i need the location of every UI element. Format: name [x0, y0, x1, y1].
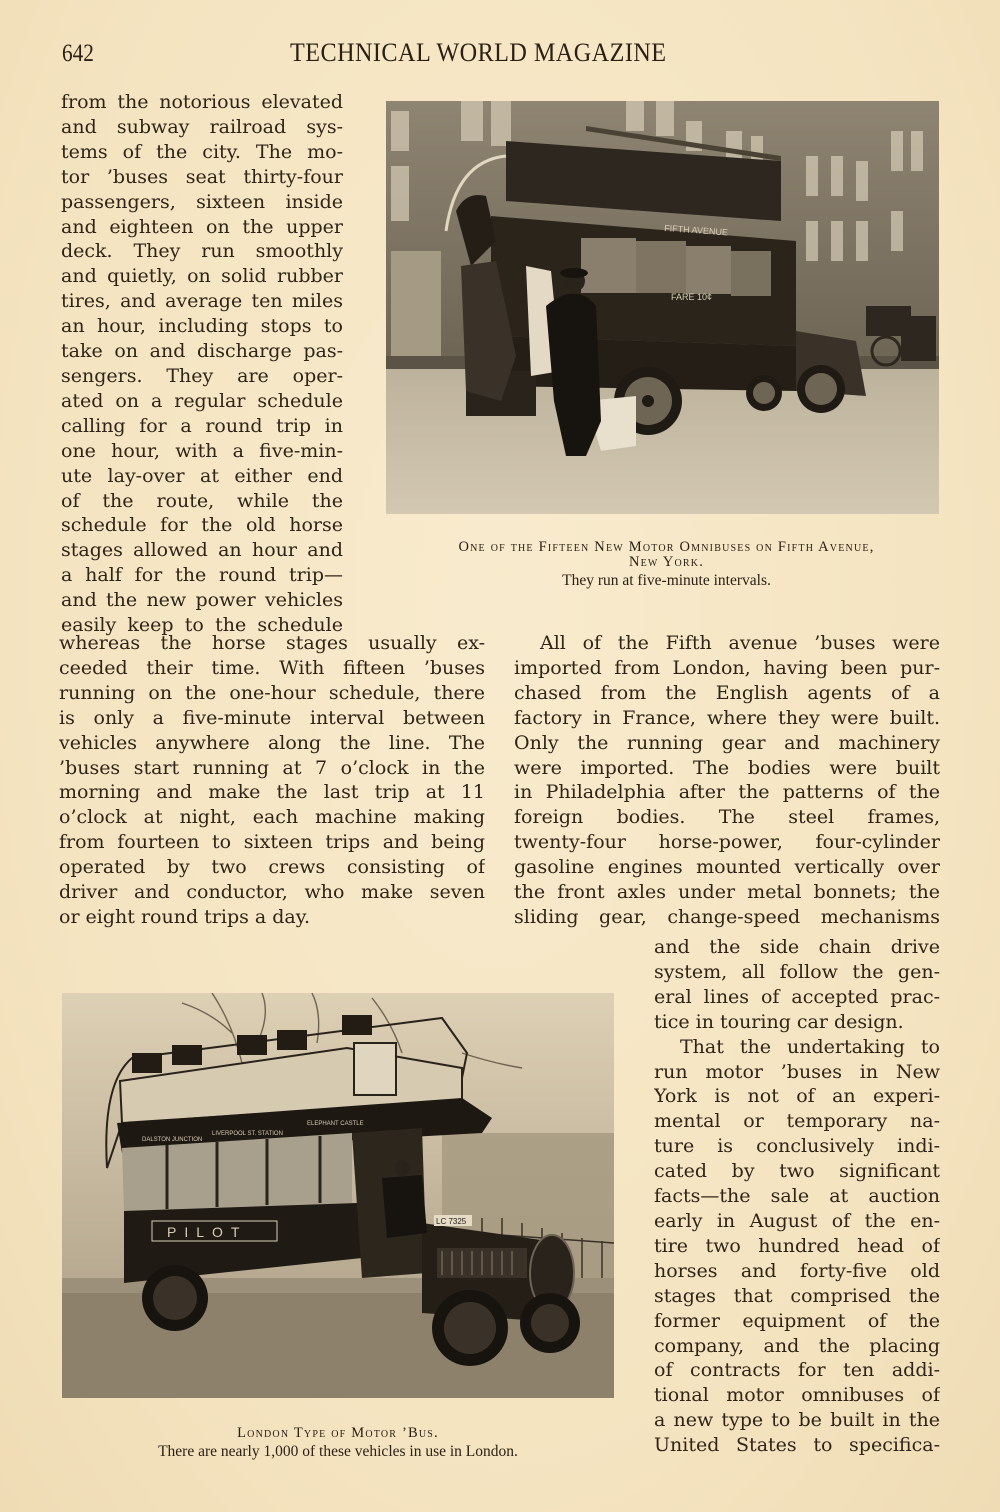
text-line: were imported. The bodies were built: [514, 756, 940, 779]
text-line: stages that comprised the: [654, 1284, 940, 1307]
text-line: early in August of the en-: [654, 1209, 940, 1232]
text-line: eral lines of accepted prac-: [654, 985, 940, 1008]
text-line: passengers, sixteen inside: [61, 190, 343, 213]
bottom-photo-caption: [62, 1424, 614, 1462]
route-board-elephant: ELEPHANT CASTLE: [307, 1121, 364, 1127]
text-line: ’buses start running at 7 o’clock in the: [59, 756, 485, 779]
text-line: operated by two crews consisting of: [59, 856, 485, 879]
text-line: factory in France, where they were built.: [514, 706, 940, 729]
text-line: tional motor omnibuses of: [654, 1384, 940, 1407]
top-caption-subtitle: They run at five-minute intervals.: [562, 572, 771, 589]
text-line: foreign bodies. The steel frames,: [514, 806, 940, 829]
text-line: tor ’buses seat thirty-four: [61, 165, 343, 188]
text-line: in Philadelphia after the patterns of the: [514, 781, 940, 804]
page-number: 642: [62, 40, 94, 67]
text-line: run motor ’buses in New: [654, 1060, 940, 1083]
bottom-caption-title: London Type of Motor ’Bus.: [237, 1425, 439, 1441]
fleet-name: PILOT: [167, 1224, 248, 1240]
top-caption-title-line1: One of the Fifteen New Motor Omnibuses on Fifth Avenue,: [458, 539, 875, 555]
text-line: and the side chain drive: [654, 936, 940, 958]
text-line: easily keep to the schedule: [61, 614, 343, 637]
text-line: whereas the horse stages usually ex-: [59, 632, 485, 654]
text-line: take on and discharge pas-: [61, 340, 343, 363]
text-line: chased from the English agents of a: [514, 681, 940, 704]
text-line: horses and forty-five old: [654, 1259, 940, 1282]
text-line: of contracts for ten addi-: [654, 1359, 940, 1382]
text-line: a half for the round trip—: [61, 564, 343, 587]
text-line: imported from London, having been pur-: [514, 656, 940, 679]
text-line: facts—the sale at auction: [654, 1185, 940, 1208]
text-line: a new type to be built in the: [654, 1409, 940, 1432]
text-line: twenty-four horse-power, four-cylinder: [514, 831, 940, 854]
text-line: tire two hundred head of: [654, 1234, 940, 1257]
text-line: United States to specifica-: [654, 1434, 940, 1457]
text-line: calling for a round trip in: [61, 414, 343, 437]
text-line: an hour, including stops to: [61, 315, 343, 338]
text-line: gasoline engines mounted vertically over: [514, 856, 940, 879]
text-line: All of the Fifth avenue ’buses were: [540, 632, 940, 654]
text-line: company, and the placing: [654, 1334, 940, 1357]
text-line: and eighteen on the upper: [61, 215, 343, 238]
text-line: tems of the city. The mo-: [61, 140, 343, 163]
text-line: York is not of an experi-: [654, 1085, 940, 1108]
text-line: sliding gear, change-speed mechanisms: [514, 905, 940, 928]
text-line: o’clock at night, each machine making: [59, 806, 485, 829]
text-line: of the route, while the: [61, 489, 343, 512]
left-column-wide: [59, 631, 485, 930]
text-line: morning and make the last trip at 11: [59, 781, 485, 804]
bottom-caption-subtitle: There are nearly 1,000 of these vehicles in use in London.: [158, 1443, 518, 1460]
running-head: TECHNICAL WORLD MAGAZINE: [290, 38, 667, 67]
route-board-dalston: DALSTON JUNCTION: [142, 1137, 203, 1143]
destination-sign: FIFTH AVENUE: [663, 223, 729, 238]
text-line: stages allowed an hour and: [61, 539, 343, 562]
right-column-wide: [514, 631, 940, 930]
text-line: That the undertaking to: [680, 1035, 940, 1058]
text-line: vehicles anywhere along the line. The: [59, 731, 485, 754]
text-line: Only the running gear and machinery: [514, 731, 940, 754]
text-line: or eight round trips a day.: [59, 905, 311, 928]
text-line: mental or temporary na-: [654, 1110, 940, 1133]
text-line: cated by two significant: [654, 1160, 940, 1183]
text-line: ceeded their time. With fifteen ’buses: [59, 656, 485, 679]
text-line: sengers. They are oper-: [61, 364, 343, 387]
fare-sign: FARE 10¢: [671, 292, 713, 302]
text-line: one hour, with a five-min-: [61, 439, 343, 462]
text-line: deck. They run smoothly: [61, 240, 343, 263]
route-board-liverpool: LIVERPOOL ST. STATION: [212, 1131, 283, 1137]
london-motor-bus-photo: [62, 993, 614, 1398]
text-line: the front axles under metal bonnets; the: [514, 881, 940, 904]
text-line: driver and conductor, who make seven: [59, 881, 485, 904]
text-line: and quietly, on solid rubber: [61, 265, 343, 288]
shopfront: [391, 251, 441, 356]
top-caption-title-line2: New York.: [628, 554, 705, 570]
text-line: schedule for the old horse: [61, 514, 343, 537]
text-line: ated on a regular schedule: [61, 389, 343, 412]
fifth-avenue-omnibus-photo: [386, 101, 939, 514]
text-line: tice in touring car design.: [654, 1010, 904, 1033]
top-photo-caption: [390, 540, 943, 592]
text-line: ute lay-over at either end: [61, 464, 343, 487]
text-line: from fourteen to sixteen trips and being: [59, 831, 485, 854]
text-line: former equipment of the: [654, 1309, 940, 1332]
registration-plate: LC 7325: [436, 1217, 467, 1226]
left-column-narrow: [61, 90, 343, 638]
text-line: is only a five-minute interval between: [59, 706, 485, 729]
text-line: and the new power vehicles: [61, 589, 343, 612]
text-line: ture is conclusively indi-: [654, 1135, 940, 1158]
text-line: system, all follow the gen-: [654, 960, 940, 983]
text-line: running on the one-hour schedule, there: [59, 681, 485, 704]
text-line: tires, and average ten miles: [61, 290, 343, 313]
right-column-narrow: [654, 935, 940, 1458]
text-line: from the notorious elevated: [61, 91, 343, 113]
text-line: and subway railroad sys-: [61, 115, 343, 138]
